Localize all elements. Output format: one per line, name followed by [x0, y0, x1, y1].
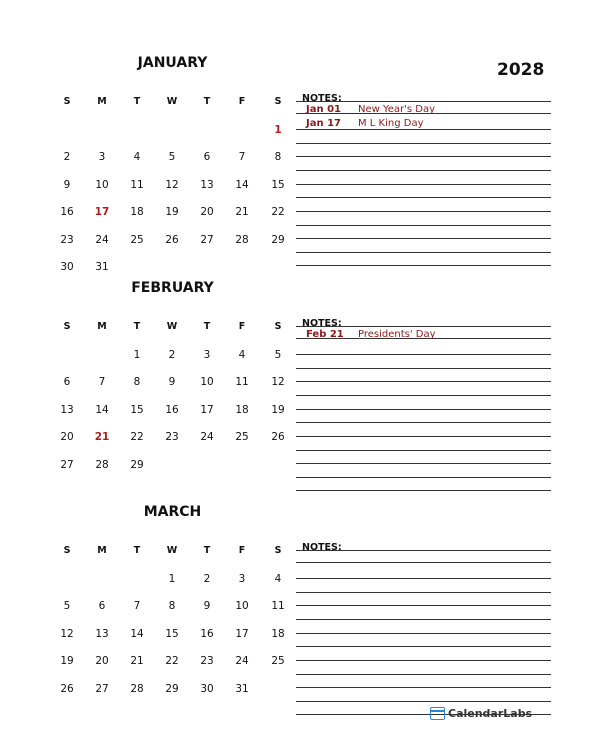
day-cell: 1 — [274, 124, 282, 136]
weekday-header: T — [203, 321, 211, 332]
notes-line — [296, 422, 551, 423]
day-cell: 20 — [200, 206, 214, 219]
notes-line — [296, 326, 551, 327]
day-cell: 19 — [60, 655, 74, 668]
day-cell: 14 — [235, 178, 249, 191]
notes-line — [296, 101, 551, 102]
weekday-header: M — [97, 321, 107, 332]
day-cell: 3 — [203, 349, 211, 361]
day-cell: 22 — [165, 655, 179, 668]
notes-label: NOTES: — [302, 318, 342, 329]
day-cell: 6 — [63, 376, 71, 389]
day-cell: 30 — [200, 682, 214, 695]
notes-line — [296, 687, 551, 688]
notes-line — [296, 463, 551, 464]
day-cell: 30 — [60, 261, 74, 273]
day-cell: 2 — [168, 349, 176, 361]
day-cell: 27 — [95, 682, 109, 695]
day-cell: 21 — [94, 431, 110, 444]
weekday-header: W — [166, 96, 178, 107]
day-cell: 29 — [271, 233, 285, 246]
day-cell: 22 — [271, 206, 285, 219]
day-cell: 17 — [200, 403, 214, 416]
notes-label: NOTES: — [302, 93, 342, 104]
day-cell: 3 — [98, 151, 106, 164]
day-cell: 7 — [98, 376, 106, 389]
day-cell: 5 — [274, 349, 282, 361]
day-cell: 12 — [60, 627, 74, 640]
day-cell: 16 — [200, 627, 214, 640]
notes-line — [296, 129, 551, 130]
day-cell: 24 — [200, 431, 214, 444]
notes-line — [296, 436, 551, 437]
weekday-header: S — [63, 545, 71, 556]
day-cell: 24 — [235, 655, 249, 668]
month-title: JANUARY — [137, 55, 208, 71]
notes-line — [296, 633, 551, 634]
day-cell: 4 — [274, 573, 282, 585]
notes-label: NOTES: — [302, 542, 342, 553]
notes-line — [296, 354, 551, 355]
day-cell: 19 — [271, 403, 285, 416]
notes-line — [296, 184, 551, 185]
day-cell: 1 — [168, 573, 176, 585]
calendar-icon — [430, 707, 445, 720]
day-cell: 29 — [130, 458, 144, 471]
notes-line — [296, 660, 551, 661]
weekday-header: T — [133, 321, 141, 332]
weekday-header: W — [166, 321, 178, 332]
notes-line — [296, 605, 551, 606]
day-cell: 20 — [95, 655, 109, 668]
weekday-header: M — [97, 545, 107, 556]
day-cell: 17 — [235, 627, 249, 640]
notes-line — [296, 562, 551, 563]
day-cell: 9 — [203, 600, 211, 613]
day-cell: 27 — [200, 233, 214, 246]
day-cell: 9 — [63, 178, 71, 191]
day-cell: 8 — [133, 376, 141, 389]
day-cell: 8 — [168, 600, 176, 613]
day-cell: 10 — [235, 600, 249, 613]
day-cell: 15 — [165, 627, 179, 640]
weekday-header: S — [274, 321, 282, 332]
day-cell: 5 — [63, 600, 71, 613]
day-cell: 4 — [238, 349, 246, 361]
day-cell: 13 — [200, 178, 214, 191]
day-cell: 15 — [130, 403, 144, 416]
day-cell: 16 — [60, 206, 74, 219]
year-title: 2028 — [497, 60, 545, 80]
notes-line — [296, 170, 551, 171]
day-cell: 25 — [235, 431, 249, 444]
notes-line — [296, 578, 551, 579]
day-cell: 11 — [130, 178, 144, 191]
day-cell: 27 — [60, 458, 74, 471]
notes-line — [296, 197, 551, 198]
notes-line — [296, 143, 551, 144]
day-cell: 6 — [98, 600, 106, 613]
day-cell: 1 — [133, 349, 141, 361]
holiday-name: Presidents' Day — [358, 329, 436, 340]
day-cell: 2 — [203, 573, 211, 585]
weekday-header: T — [133, 96, 141, 107]
day-cell: 26 — [271, 431, 285, 444]
day-cell: 20 — [60, 431, 74, 444]
holiday-name: New Year's Day — [358, 104, 436, 115]
day-cell: 25 — [271, 655, 285, 668]
day-cell: 18 — [235, 403, 249, 416]
day-cell: 28 — [235, 233, 249, 246]
month-title: MARCH — [143, 504, 202, 520]
notes-line — [296, 477, 551, 478]
notes-line — [296, 211, 551, 212]
holiday-date: Jan 17 — [306, 118, 341, 129]
holiday-date: Feb 21 — [306, 329, 344, 340]
notes-line — [296, 238, 551, 239]
notes-line — [296, 252, 551, 253]
weekday-header: T — [133, 545, 141, 556]
day-cell: 10 — [95, 178, 109, 191]
day-cell: 23 — [200, 655, 214, 668]
day-cell: 9 — [168, 376, 176, 389]
notes-line — [296, 368, 551, 369]
logo-text: CalendarLabs — [448, 707, 533, 720]
weekday-header: F — [238, 545, 246, 556]
notes-line — [296, 619, 551, 620]
notes-line — [296, 381, 551, 382]
day-cell: 15 — [271, 178, 285, 191]
day-cell: 11 — [235, 376, 249, 389]
day-cell: 31 — [95, 261, 109, 273]
weekday-header: W — [166, 545, 178, 556]
day-cell: 23 — [60, 233, 74, 246]
notes-line — [296, 225, 551, 226]
day-cell: 4 — [133, 151, 141, 164]
holiday-name: M L King Day — [358, 118, 424, 129]
day-cell: 24 — [95, 233, 109, 246]
day-cell: 7 — [133, 600, 141, 613]
notes-line — [296, 265, 551, 266]
calendarlabs-logo — [430, 707, 532, 720]
weekday-header: F — [238, 96, 246, 107]
weekday-header: T — [203, 545, 211, 556]
day-cell: 5 — [168, 151, 176, 164]
day-cell: 18 — [130, 206, 144, 219]
notes-line — [296, 156, 551, 157]
notes-line — [296, 409, 551, 410]
notes-line — [296, 550, 551, 551]
notes-line — [296, 674, 551, 675]
day-cell: 21 — [130, 655, 144, 668]
day-cell: 28 — [95, 458, 109, 471]
notes-line — [296, 592, 551, 593]
day-cell: 18 — [271, 627, 285, 640]
day-cell: 13 — [60, 403, 74, 416]
day-cell: 17 — [94, 206, 110, 219]
notes-line — [296, 701, 551, 702]
day-cell: 16 — [165, 403, 179, 416]
day-cell: 6 — [203, 151, 211, 164]
weekday-header: S — [63, 321, 71, 332]
day-cell: 25 — [130, 233, 144, 246]
day-cell: 28 — [130, 682, 144, 695]
weekday-header: S — [274, 545, 282, 556]
day-cell: 3 — [238, 573, 246, 585]
notes-line — [296, 395, 551, 396]
day-cell: 2 — [63, 151, 71, 164]
weekday-header: M — [97, 96, 107, 107]
notes-line — [296, 646, 551, 647]
day-cell: 29 — [165, 682, 179, 695]
day-cell: 12 — [271, 376, 285, 389]
day-cell: 26 — [60, 682, 74, 695]
day-cell: 22 — [130, 431, 144, 444]
notes-line — [296, 490, 551, 491]
day-cell: 31 — [235, 682, 249, 695]
day-cell: 26 — [165, 233, 179, 246]
day-cell: 8 — [274, 151, 282, 164]
day-cell: 12 — [165, 178, 179, 191]
month-title: FEBRUARY — [131, 280, 214, 296]
day-cell: 21 — [235, 206, 249, 219]
weekday-header: S — [63, 96, 71, 107]
day-cell: 23 — [165, 431, 179, 444]
day-cell: 14 — [95, 403, 109, 416]
day-cell: 14 — [130, 627, 144, 640]
day-cell: 10 — [200, 376, 214, 389]
day-cell: 13 — [95, 627, 109, 640]
weekday-header: F — [238, 321, 246, 332]
weekday-header: T — [203, 96, 211, 107]
day-cell: 11 — [271, 600, 285, 613]
day-cell: 19 — [165, 206, 179, 219]
holiday-date: Jan 01 — [306, 104, 341, 115]
day-cell: 7 — [238, 151, 246, 164]
notes-line — [296, 450, 551, 451]
weekday-header: S — [274, 96, 282, 107]
